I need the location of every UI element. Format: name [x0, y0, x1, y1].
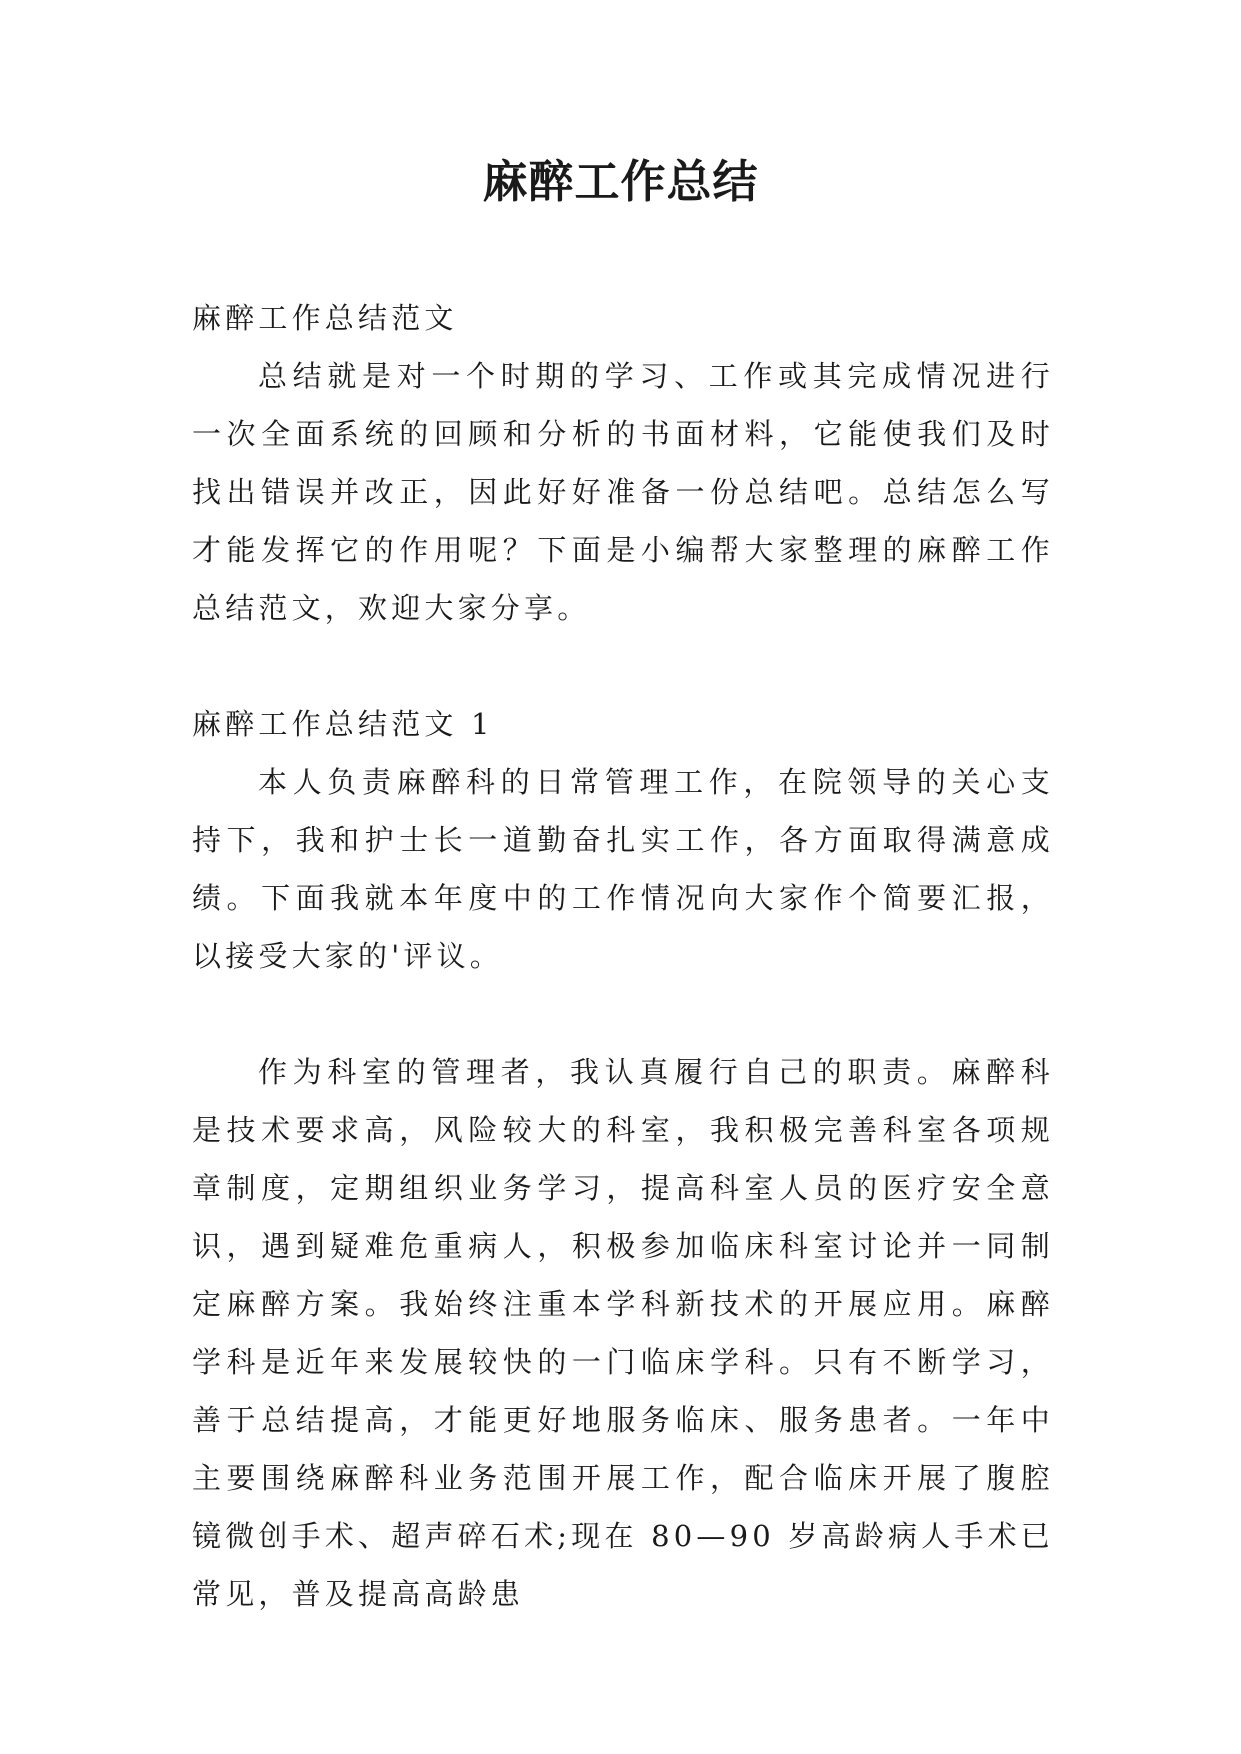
intro-paragraph: 总结就是对一个时期的学习、工作或其完成情况进行一次全面系统的回顾和分析的书面材料，它能使我们及时找出错误并改正，因此好好准备一份总结吧。总结怎么写才能发挥它的作用呢？下面是小编帮大家整理的麻醉工作总结范文，欢迎大家分享。	[192, 359, 1054, 625]
section-1-paragraph-2: 作为科室的管理者，我认真履行自己的职责。麻醉科是技术要求高，风险较大的科室，我积极完善科室各项规章制度，定期组织业务学习，提高科室人员的医疗安全意识，遇到疑难危重病人，积极参加临床科室讨论并一同制定麻醉方案。我始终注重本学科新技术的开展应用。麻醉学科是近年来发展较快的一门临床学科。只有不断学习，善于总结提高，才能更好地服务临床、服务患者。一年中主要围绕麻醉科业务范围开展工作，配合临床开展了腹腔镜微创手术、超声碎石术;现在 80—90 岁高龄病人手术已常见，普及提高高龄患	[192, 1055, 1054, 1611]
section-1-paragraph-1: 本人负责麻醉科的日常管理工作，在院领导的关心支持下，我和护士长一道勤奋扎实工作，各方面取得满意成绩。下面我就本年度中的工作情况向大家作个简要汇报，以接受大家的'评议。	[192, 765, 1054, 973]
section-heading-1: 麻醉工作总结范文	[192, 301, 458, 335]
section-heading-2: 麻醉工作总结范文 1	[192, 707, 494, 741]
document-title: 麻醉工作总结	[482, 155, 759, 208]
